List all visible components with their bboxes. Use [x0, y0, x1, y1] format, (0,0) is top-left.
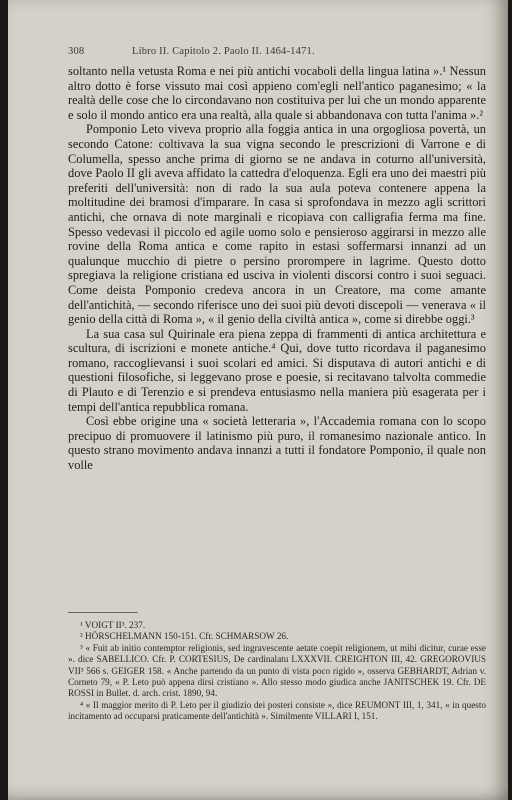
paragraph: Pomponio Leto viveva proprio alla foggia antica in una orgogliosa povertà, un secondo Catone: coltivava la sua vigna secondo le prescrizioni di Varrone e di Columella, spesso anche prima di giorno se ne andava in coturno all'università, dove Paolo II gli aveva affidato la cattedra d'eloquenza. Egli era uno dei maestri più preferiti dell'università: non di rado la sua aula poteva contenere appena la moltitudine dei bramosi d'imparare. In casa si sprofondava in mezzo agli scrittori antichi, che ornava di note marginali e ricopiava con calligrafia ferma ma fine. Spesso vedevasi il piccolo ed agile uomo solo e pensieroso aggirarsi in mezzo alle rovine della Roma antica e come rapito in estasi soffermarsi innanzi ad un qualunque mucchio di pietre o persino prorompere in lagrime. Questo dotto spregiava la religione cristiana ed usciva in violenti discorsi contro i suoi seguaci. Come deista Pomponio credeva ancora in un Creatore, ma come amante dell'antichità, — secondo riferisce uno dei suoi più devoti discepoli — venerava « il genio della città di Roma », « il genio della civiltà antica », come si direbbe oggi.³ — [68, 122, 486, 327]
page-header — [68, 46, 486, 57]
footnote-rule — [68, 612, 138, 613]
main-text — [68, 64, 486, 473]
footnote: ² HÖRSCHELMANN 150-151. Cfr. SCHMARSOW 26. — [80, 631, 289, 642]
paragraph: La sua casa sul Quirinale era piena zeppa di frammenti di antica architettura e scultura, di iscrizioni e monete antiche.⁴ Qui, dove tutto ricordava il paganesimo romano, raccoglievansi i suoi scolari ed amici. Si disputava di autori antichi e di questioni filosofiche, si leggevano prose e poesie, si recitavano talvolta commedie di Plauto e di Terenzio e si prendeva entusiasmo nella maniera più esagerata per i tempi dell'antica repubblica romana. — [68, 326, 486, 414]
paragraph: soltanto nella vetusta Roma e nei più antichi vocaboli della lingua latina ».¹ Nessun altro dotto è forse vissuto mai così appieno com'egli nell'antico paganesimo; « la realtà delle cose che lo circondavano non costituiva per lui che un mondo apparente e solo il mondo antico era una realtà, alla quale si abbandonava con tutta l'anima ».² — [68, 64, 486, 122]
footnotes — [68, 620, 486, 723]
page-number: 308 — [68, 46, 85, 57]
footnote: ¹ VOIGT II³. 237. — [80, 620, 146, 630]
footnote: ⁴ « Il maggior merito di P. Leto per il giudizio dei posteri consiste », dice REUMONT III, 1, 341, « in questo incitamento ad occuparsi praticamente dell'antichità ». Similmente VILLARI I, 151. — [68, 699, 486, 722]
footnote: ³ « Fuit ab initio contemptor religionis, sed ingravescente aetate coepit religionem, ut mihi dicitur, curae esse ». dice SABELLICO. Cfr. P. CORTESIUS, De cardinalatu LXXXVII. CREIGHTON III, 42. GREGOROVIUS VII³ 566 s. GEIGER 158. « Anche partendo da un punto di vista poco rigido », osserva GEBHARDT, Adrian v. Corneto 79, « P. Leto può appena dirsi cristiano ». Allo stesso modo giudica anche JANITSCHEK 19. Cfr. DE ROSSI in Bullet. d. arch. crist. 1890, 94. — [68, 642, 486, 699]
running-title: Libro II. Capitolo 2. Paolo II. 1464-1471. — [132, 46, 315, 57]
book-page — [8, 0, 508, 800]
paragraph: Così ebbe origine una « società letteraria », l'Accademia romana con lo scopo precipuo di promuovere il latinismo più puro, il romanesimo nazionale antico. In questo strano movimento andava innanzi a tutti il fondatore Pomponio, il quale non volle — [68, 414, 486, 473]
